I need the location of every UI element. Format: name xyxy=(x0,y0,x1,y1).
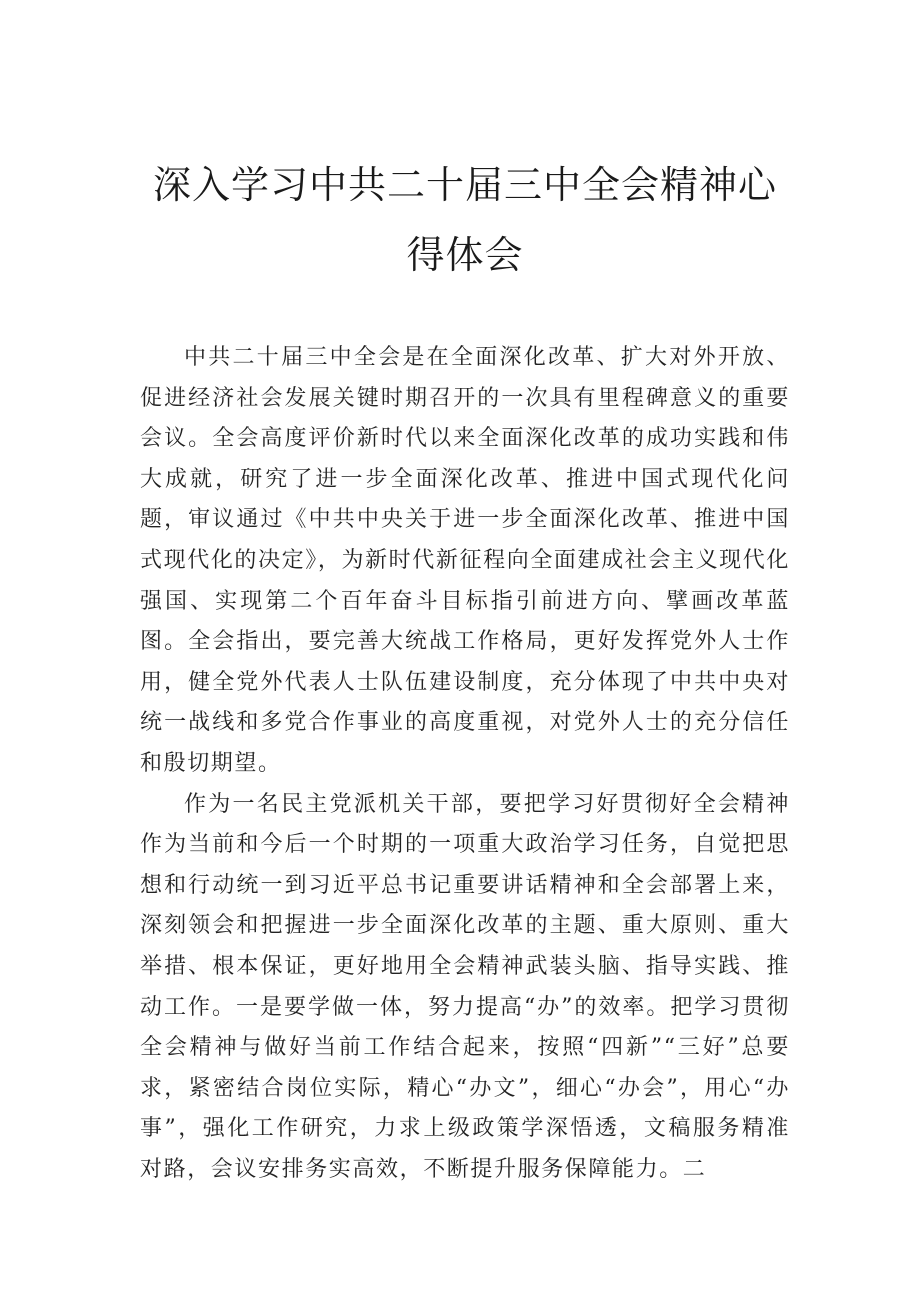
document-title: 深入学习中共二十届三中全会精神心得体会 xyxy=(152,163,777,277)
paragraph-2: 作为一名民主党派机关干部，要把学习好贯彻好全会精神作为当前和今后一个时期的一项重大政治学习任务，自觉把思想和行动统一到习近平总书记重要讲话精神和全会部署上来，深刻领会和把握进一步全面深化改革的主题、重大原则、重大举措、根本保证，更好地用全会精神武装头脑、指导实践、推动工作。一是要学做一体，努力提高“办”的效率。把学习贯彻全会精神与做好当前工作结合起来，按照“四新”“三好”总要求，紧密结合岗位实际，精心“办文”，细心“办会”，用心“办事”，强化工作研究，力求上级政策学深悟透，文稿服务精准对路，会议安排务实高效，不断提升服务保障能力。二 xyxy=(140,791,790,1182)
document-body xyxy=(140,338,790,1190)
paragraph-1: 中共二十届三中全会是在全面深化改革、扩大对外开放、促进经济社会发展关键时期召开的一次具有里程碑意义的重要会议。全会高度评价新时代以来全面深化改革的成功实践和伟大成就，研究了进一步全面深化改革、推进中国式现代化问题，审议通过《中共中央关于进一步全面深化改革、推进中国式现代化的决定》，为新时代新征程向全面建成社会主义现代化强国、实现第二个百年奋斗目标指引前进方向、擘画改革蓝图。全会指出，要完善大统战工作格局，更好发挥党外人士作用，健全党外代表人士队伍建设制度，充分体现了中共中央对统一战线和多党合作事业的高度重视，对党外人士的充分信任和殷切期望。 xyxy=(140,345,790,776)
